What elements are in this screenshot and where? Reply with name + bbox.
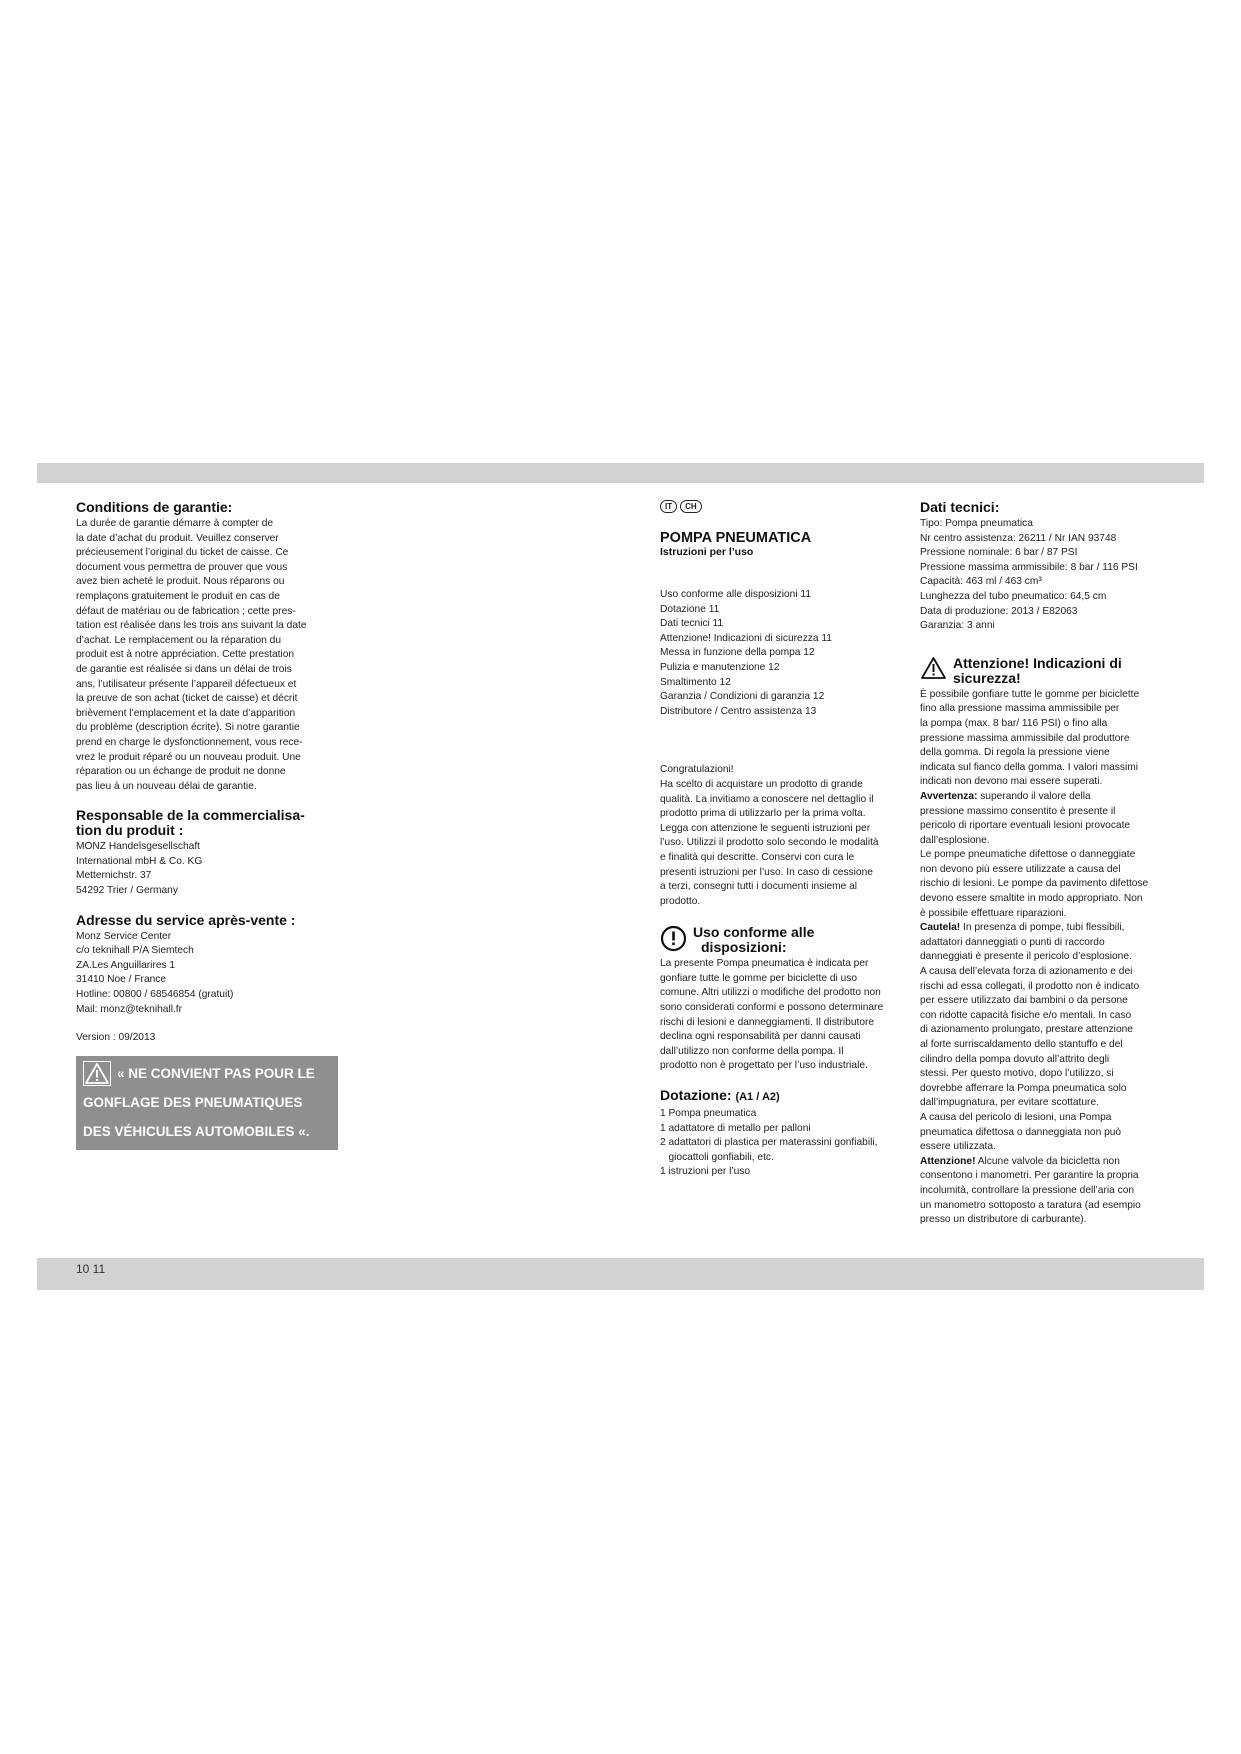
text-line: la date d’achat du produit. Veuillez conserver <box>76 532 279 544</box>
text-line: dovrebbe afferrare la Pompa pneumatica solo <box>920 1082 1127 1094</box>
text-line: pressione massimo consentito è presente il <box>920 805 1116 817</box>
heading-line: tion du produit : <box>76 822 184 839</box>
avvertenza-text: superando il valore della <box>977 790 1091 802</box>
cautela-label: Cautela! <box>920 922 961 934</box>
text-line: Congratulazioni! <box>660 764 734 776</box>
product-subtitle: Istruzioni per l’uso <box>660 546 754 558</box>
service-heading: Adresse du service après-vente : <box>76 911 296 928</box>
text-line: declina ogni responsabilità per danni causati <box>660 1031 861 1043</box>
text-line: cilindro della pompa dovuto all’attrito degli <box>920 1053 1110 1065</box>
guarantee-text <box>76 517 332 794</box>
text-line: indicati non devono mai essere superati. <box>920 776 1103 788</box>
toc-item: Messa in funzione della pompa 12 <box>660 647 815 659</box>
text-line: incolumità, controllare la pressione dell’aria con <box>920 1184 1135 1196</box>
list-item: 1 adattatore di metallo per palloni <box>660 1122 811 1134</box>
text-line: 54292 Trier / Germany <box>76 885 178 897</box>
text-line: Capacità: 463 ml / 463 cm³ <box>920 576 1042 588</box>
responsible-heading <box>76 808 332 838</box>
text-line: con ridotte capacità fisiche e/o mentali. In caso <box>920 1009 1132 1021</box>
text-line: prend en charge le dysfonctionnement, vous rece- <box>76 736 303 748</box>
text-line: stessi. Per questo motivo, dopo l’utilizzo, si <box>920 1068 1114 1080</box>
toc-item: Attenzione! Indicazioni di sicurezza 11 <box>660 632 832 644</box>
text-line: précieusement l’original du ticket de caisse. Ce <box>76 547 289 559</box>
avvertenza-label: Avvertenza: <box>920 790 978 802</box>
text-line: presenti istruzioni per l’uso. In caso di cessione <box>660 866 873 878</box>
flag-ch: CH <box>680 500 702 513</box>
warning-line: « NE CONVIENT PAS POUR LE <box>117 1065 315 1081</box>
toc-item: Garanzia / Condizioni di garanzia 12 <box>660 691 825 703</box>
bottom-band <box>37 1258 1204 1290</box>
text-line: danneggiati è presente il pericolo d’esplosione. <box>920 951 1132 963</box>
text-line: Lunghezza del tubo pneumatico: 64,5 cm <box>920 590 1107 602</box>
list-item: giocattoli gonfiabili, etc. <box>660 1151 774 1163</box>
text-line: e finalità qui descritte. Conservi con cura le <box>660 851 855 863</box>
heading-line: disposizioni: <box>701 939 787 956</box>
exclamation-circle-icon <box>660 925 687 952</box>
text-line <box>920 790 1166 805</box>
text-line: du problème (description écrite). Si notre garantie <box>76 722 300 734</box>
table-of-contents <box>660 588 906 719</box>
text-line: International mbH & Co. KG <box>76 855 203 867</box>
service-address <box>76 930 332 1018</box>
text-line: défaut de matériau ou de fabrication ; cette pres- <box>76 605 296 617</box>
text-line: tation est réalisée dans les trois ans suivant la date <box>76 620 307 632</box>
text-line: fino alla pressione massima ammissibile per <box>920 703 1120 715</box>
text-line: adattatori danneggiati o punti di raccordo <box>920 936 1105 948</box>
middle-column <box>660 500 906 1180</box>
text-line: Data di produzione: 2013 / E82063 <box>920 605 1078 617</box>
text-line: al forte surriscaldamento dello stantuffo e del <box>920 1039 1123 1050</box>
text-line: A causa del pericolo di lesioni, una Pompa <box>920 1111 1112 1123</box>
warning-box <box>76 1056 338 1150</box>
text-line: essere utilizzata. <box>920 1141 996 1153</box>
text-line: prodotto prima di utilizzarlo per la prima volta. <box>660 808 866 820</box>
text-line: prodotto non è progettato per l’uso industriale. <box>660 1060 868 1072</box>
top-band <box>37 463 1204 483</box>
text-line: document vous permettra de prouver que vous <box>76 561 288 573</box>
text-line: La presente Pompa pneumatica è indicata per <box>660 958 869 970</box>
right-column <box>920 500 1166 1228</box>
text-line: Nr centro assistenza: 26211 / Nr IAN 93748 <box>920 532 1117 544</box>
text-line: ZA.Les Anguillarires 1 <box>76 959 176 971</box>
text-line: réparation ou un échange de produit ne donne <box>76 766 286 778</box>
heading-line: Responsable de la commercialisa- <box>76 807 305 824</box>
text-line: la preuve de son achat (ticket de caisse) et décrit <box>76 693 298 705</box>
toc-item: Pulizia e manutenzione 12 <box>660 661 780 673</box>
toc-item: Distributore / Centro assistenza 13 <box>660 705 817 717</box>
text-line: Legga con attenzione le seguenti istruzioni per <box>660 822 871 834</box>
text-line: qualità. La invitiamo a conoscere nel dettaglio il <box>660 793 874 805</box>
text-line: brièvement l’emplacement et la date d’apparition <box>76 707 296 719</box>
uso-section-header <box>660 925 906 955</box>
text-line: È possibile gonfiare tutte le gomme per biciclette <box>920 688 1140 700</box>
text-line: d’achat. Le remplacement ou la réparation du <box>76 634 282 646</box>
version: Version : 09/2013 <box>76 1032 156 1044</box>
guarantee-heading: Conditions de garantie: <box>76 499 233 515</box>
text-line: dall’impugnatura, per evitare scottature. <box>920 1097 1099 1109</box>
safety-text <box>920 688 1166 1228</box>
text-line: pneumatica difettosa o danneggiata non può <box>920 1126 1122 1138</box>
text-line: è possibile effettuare riparazioni. <box>920 907 1067 919</box>
text-line: Mail: monz@teknihall.fr <box>76 1003 183 1015</box>
text-line: comune. Altri utilizzi o modifiche del prodotto non <box>660 987 881 999</box>
list-item: 2 adattatori di plastica per materassini gonfiabili, <box>660 1137 878 1149</box>
flag-it: IT <box>660 500 677 513</box>
text-line: Le pompe pneumatiche difettose o danneggiate <box>920 849 1136 861</box>
uso-heading <box>693 925 814 955</box>
text-line: La durée de garantie démarre à compter de <box>76 518 274 529</box>
text-line: la pompa (max. 8 bar/ 116 PSI) o fino alla <box>920 717 1108 729</box>
text-line: Ha scelto di acquistare un prodotto di grande <box>660 778 863 790</box>
text-line: Tipo: Pompa pneumatica <box>920 518 1033 529</box>
text-line: produit est à notre appréciation. Cette prestation <box>76 649 295 661</box>
list-item: 1 Pompa pneumatica <box>660 1108 757 1120</box>
text-line: prodotto. <box>660 895 701 907</box>
warning-triangle-icon <box>920 656 947 680</box>
text-line: A causa dell’elevata forza di azionamento e dei <box>920 966 1133 978</box>
text-line: pas lieu à un nouveau délai de garantie. <box>76 780 257 792</box>
text-line: Pressione massima ammissibile: 8 bar / 116 PSI <box>920 561 1138 573</box>
text-line: de garantie est réalisée si dans un délai de trois <box>76 663 292 675</box>
text-line: rischio di lesioni. Le pompe da pavimento difettose <box>920 878 1149 890</box>
text-line: gonfiare tutte le gomme per biciclette di uso <box>660 972 858 984</box>
cautela-text: In presenza di pompe, tubi flessibili, <box>960 922 1125 934</box>
dotazione-heading <box>660 1088 906 1105</box>
text-line: indicata sul fianco della gomma. I valori massimi <box>920 761 1138 773</box>
text-line <box>920 921 1166 936</box>
text-line: avez bien acheté le produit. Nous réparons ou <box>76 576 285 588</box>
text-line <box>920 1155 1166 1170</box>
text-line: vrez le produit réparé ou un nouveau produit. Une <box>76 751 301 763</box>
warning-triangle-icon <box>83 1061 111 1086</box>
safety-section-header <box>920 656 1166 686</box>
warning-line: DES VÉHICULES AUTOMOBILES «. <box>83 1123 310 1139</box>
intro-text <box>660 763 906 909</box>
figure-reference: (A1 / A2) <box>735 1091 780 1104</box>
text-line: Garanzia: 3 anni <box>920 620 995 632</box>
heading-line: Uso conforme alle <box>693 924 815 941</box>
text-line: remplaçons gratuitement le produit en cas de <box>76 590 280 602</box>
text-line: 31410 Noe / France <box>76 974 167 986</box>
text-line: rischi ad essa collegati, il prodotto non è indicato <box>920 980 1140 992</box>
heading-text: Dotazione: <box>660 1087 732 1104</box>
text-line: un manometro sottoposto a taratura (ad esempio <box>920 1199 1141 1211</box>
left-column <box>76 500 332 1150</box>
text-line: presso un distributore di carburante). <box>920 1214 1087 1226</box>
text-line: Monz Service Center <box>76 930 172 942</box>
toc-item: Dotazione 11 <box>660 603 720 615</box>
text-line: per essere utilizzato dai bambini o da persone <box>920 995 1128 1007</box>
page-numbers: 10 11 <box>76 1262 106 1276</box>
text-line: MONZ Handelsgesellschaft <box>76 841 200 853</box>
toc-item: Uso conforme alle disposizioni 11 <box>660 589 812 600</box>
dotazione-list <box>660 1107 906 1180</box>
product-title: POMPA PNEUMATICA <box>660 530 812 546</box>
safety-heading <box>953 656 1122 686</box>
text-line: a terzi, consegni tutti i documenti insieme al <box>660 881 858 893</box>
heading-line: sicurezza! <box>953 669 1021 686</box>
uso-text <box>660 957 906 1074</box>
toc-item: Dati tecnici 11 <box>660 618 724 630</box>
attenzione-text: Alcune valvole da bicicletta non <box>975 1155 1120 1167</box>
text-line: c/o teknihall P/A Siemtech <box>76 945 194 957</box>
list-item: 1 istruzioni per l’uso <box>660 1166 751 1178</box>
toc-item: Smaltimento 12 <box>660 676 731 688</box>
language-flags <box>660 500 906 513</box>
text-line: devono essere smaltite in modo appropriato. Non <box>920 893 1143 905</box>
text-line: Metternichstr. 37 <box>76 870 152 882</box>
responsible-address <box>76 840 332 898</box>
text-line: Pressione nominale: 6 bar / 87 PSI <box>920 547 1078 559</box>
text-line: consentono i manometri. Per garantire la propria <box>920 1170 1139 1182</box>
warning-line: GONFLAGE DES PNEUMATIQUES <box>83 1094 303 1110</box>
text-line: dall’utilizzo non conforme della pompa. Il <box>660 1045 844 1057</box>
text-line: pericolo di riportare eventuali lesioni provocate <box>920 820 1131 832</box>
text-line: non devono più essere utilizzate a causa del <box>920 863 1121 875</box>
text-line: pressione massima ammissibile dal produttore <box>920 732 1130 744</box>
text-line: della gomma. Di regola la pressione viene <box>920 747 1110 759</box>
text-line: di azionamento prolungato, prestare attenzione <box>920 1024 1133 1036</box>
tech-heading: Dati tecnici: <box>920 499 1000 515</box>
text-line: l’uso. Utilizzi il prodotto solo secondo le modalità <box>660 837 879 849</box>
text-line: Hotline: 00800 / 68546854 (gratuit) <box>76 989 234 1001</box>
tech-data <box>920 517 1166 634</box>
text-line: dall’esplosione. <box>920 834 990 846</box>
text-line: rischi di lesioni e danneggiamenti. Il distributore <box>660 1016 875 1028</box>
attenzione-label: Attenzione! <box>920 1155 976 1167</box>
heading-line: Attenzione! Indicazioni di <box>953 654 1122 671</box>
text-line: ans, l’utilisateur présente l’appareil défectueux et <box>76 678 297 690</box>
text-line: sono considerati conformi e possono determinare <box>660 1002 884 1014</box>
